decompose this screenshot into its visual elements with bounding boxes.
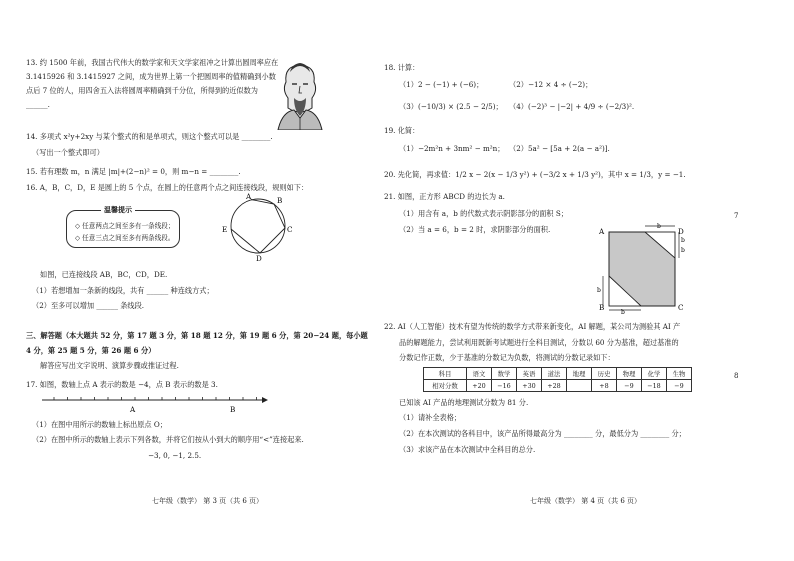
table-cell: +28	[542, 380, 567, 392]
section3-line3: 解答应写出文字说明、演算步骤或推证过程.	[40, 361, 179, 370]
table-header-cell: 地理	[567, 368, 592, 380]
table-cell: −9	[667, 380, 692, 392]
circle-label-c: C	[287, 225, 293, 234]
table-cell: −16	[492, 380, 517, 392]
numberline-label-b: B	[230, 405, 236, 414]
table-header-cell: 英语	[517, 368, 542, 380]
q18-part3: （3）(−10/3) × (2.5 − 2/5)；	[399, 102, 503, 111]
q20-text: 20. 先化简，再求值：1/2 x − 2(x − 1/3 y²) + (−3/2 x + 1/3 y²)，其中 x = 1/3，y = −1.	[384, 170, 686, 179]
q22-part1: （1）请补全表格；	[399, 413, 462, 422]
numberline-label-a: A	[130, 405, 136, 414]
q22-line2: 品的解题能力，尝试利用既新考试题进行全科目测试，分数以 60 分为基准，超过基准的	[399, 338, 679, 347]
table-header-cell: 历史	[592, 368, 617, 380]
q15-text: 15. 若有理数 m，n 满足 |m|+(2−n)² = 0，则 m−n = ________.	[26, 167, 241, 176]
table-header-cell: 物理	[617, 368, 642, 380]
q19-part1: （1）−2m²n + 3nm² − m²n；	[399, 144, 505, 153]
table-cell: +8	[592, 380, 617, 392]
square-label-a: A	[599, 227, 605, 236]
number-line	[40, 392, 270, 416]
square-figure	[597, 222, 687, 314]
section3-line1: 三、解答题（本大题共 52 分，第 17 题 3 分，第 18 题 12 分，第 19 题 6 分，第 20−24 题，每小题	[26, 331, 368, 340]
table-header-cell: 科目	[424, 368, 467, 380]
q18-part2: （2）−12 × 4 ÷ (−2)；	[509, 80, 593, 89]
table-header-cell: 生物	[667, 368, 692, 380]
circle-label-b: B	[277, 196, 283, 205]
q21-part1: （1）用含有 a，b 的代数式表示阴影部分的面积 S；	[399, 209, 568, 218]
margin-mark: 8	[734, 372, 739, 380]
q13-line2: 3.1415926 和 3.1415927 之间，成为世界上第一个把圆周率的值精确到小数	[26, 72, 276, 81]
q13-line4: ______.	[26, 100, 50, 109]
q19-part2: （2）5a² − [5a + 2(a − a²)].	[509, 144, 610, 153]
q22-part2: （2）在本次测试的各科目中，该产品所得最高分为 ________ 分，最低分为 ________ 分；	[399, 429, 686, 438]
q22-line3: 分数记作正数，少于基准的分数记为负数，将测试的分数记录如下：	[399, 353, 615, 362]
q16-figure-caption: 如图，已连接线段 AB，BC，CD，DE.	[40, 270, 168, 279]
q22-given: 已知该 AI 产品的地理测试分数为 81 分.	[399, 398, 529, 407]
q17-part2: （2）在图中所示的数轴上表示下列各数，并将它们按从小到大的顺序用“<”连接起来.	[32, 435, 304, 444]
square-label-d: D	[678, 227, 684, 236]
square-label-b: B	[599, 303, 605, 312]
tip-rule-1: ◇ 任意两点之间至多有一条线段；	[75, 222, 175, 230]
tip-rule-2: ◇ 任意三点之间至多有两条线段。	[75, 234, 175, 242]
q13-line1: 13. 约 1500 年前，我国古代伟大的数学家和天文学家祖冲之计算出圆周率应在	[26, 58, 279, 67]
circle-label-d: D	[256, 254, 262, 262]
table-cell: −18	[642, 380, 667, 392]
table-row-label: 相对分数	[424, 380, 467, 392]
q14-line1: 14. 多项式 x²y+2xy 与某个整式的和是单项式，则这个整式可以是 ________.	[26, 132, 273, 141]
q19-title: 19. 化简：	[384, 126, 420, 135]
circle-label-a: A	[246, 192, 252, 201]
q17-text: 17. 如图，数轴上点 A 表示的数是 −4，点 B 表示的数是 3.	[26, 380, 218, 389]
margin-mark: 7	[734, 212, 739, 220]
tip-title: 温馨提示	[101, 205, 135, 215]
footer-page-3: 七年级（数学） 第 3 页（共 6 页）	[152, 497, 264, 505]
table-header-cell: 化学	[642, 368, 667, 380]
portrait-image	[272, 60, 328, 130]
tip-box	[66, 205, 180, 248]
q16-part1: （1）若想增加一条新的线段，共有 ______ 种连线方式；	[32, 286, 214, 295]
table-cell-blank[interactable]	[567, 380, 592, 392]
q17-numbers: −3, 0, −1, 2.5.	[148, 451, 202, 460]
q22-part3: （3）求该产品在本次测试中全科目的总分.	[399, 445, 536, 454]
svg-text:b: b	[597, 287, 601, 294]
svg-text:b: b	[681, 247, 685, 254]
q21-line1: 21. 如图，正方形 ABCD 的边长为 a.	[384, 192, 505, 201]
svg-text:b: b	[621, 309, 625, 314]
table-row	[424, 380, 692, 392]
svg-text:b: b	[681, 237, 685, 244]
q16-part2: （2）至多可以增加 ______ 条线段.	[32, 301, 145, 310]
square-label-c: C	[678, 303, 684, 312]
q18-part4: （4）(−2)³ − |−2| + 4/9 ÷ (−2/3)².	[509, 102, 635, 111]
page-4	[384, 0, 794, 561]
svg-text:b: b	[657, 223, 661, 230]
q17-part1: （1）在图中用所示的数轴上标出原点 O；	[32, 420, 167, 429]
table-header-row	[424, 368, 692, 380]
q21-part2: （2）当 a = 6，b = 2 时，求阴影部分的面积.	[399, 225, 551, 234]
table-header-cell: 数学	[492, 368, 517, 380]
q22-line1: 22. AI（人工智能）技术有望为传统的数学方式带来新变化，AI 解题，某公司为测验其 AI 产	[384, 322, 681, 331]
table-cell: +20	[467, 380, 492, 392]
footer-page-4: 七年级（数学） 第 4 页（共 6 页）	[530, 497, 642, 505]
q18-part1: （1）2 − (−1) + (−6)；	[399, 80, 484, 89]
table-cell: −9	[617, 380, 642, 392]
circle-label-e: E	[222, 225, 228, 234]
section3-line2: 4 分，第 25 题 5 分，第 26 题 6 分）	[26, 346, 156, 355]
circle-figure	[218, 192, 298, 262]
q14-line2: （写出一个整式即可）	[32, 148, 104, 157]
q13-line3: 点后 7 位的人，用四舍五入法将圆周率精确到千分位，所得到的近似数为	[26, 86, 258, 95]
table-cell: +30	[517, 380, 542, 392]
score-table	[423, 367, 692, 392]
q16-text: 16. A，B，C，D，E 是圆上的 5 个点，在圆上的任意两个点之间连接线段，规则如下：	[26, 183, 309, 192]
q18-title: 18. 计算：	[384, 63, 420, 72]
table-header-cell: 道法	[542, 368, 567, 380]
table-header-cell: 语文	[467, 368, 492, 380]
